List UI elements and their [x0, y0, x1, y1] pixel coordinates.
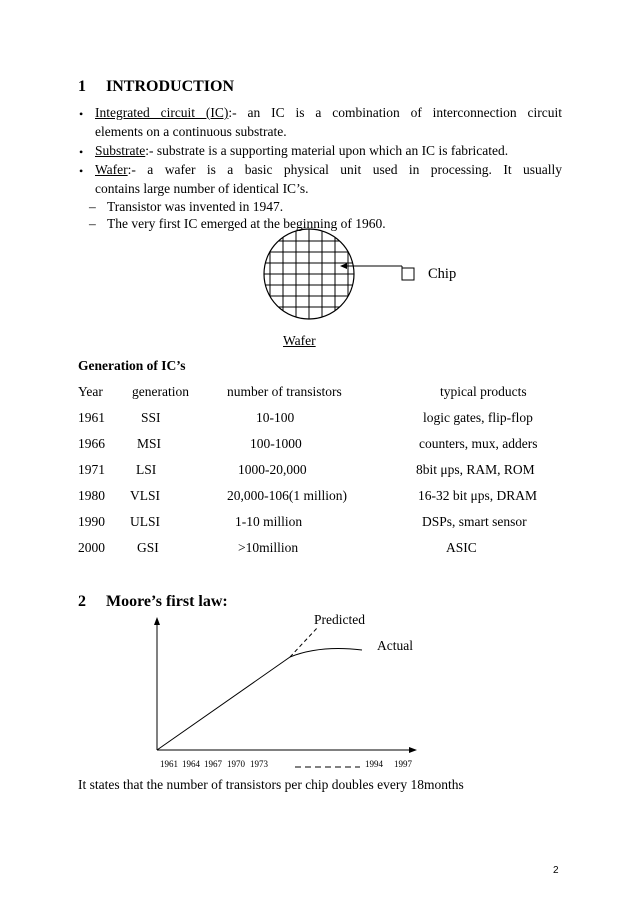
cell-transistors: 100-1000: [250, 436, 302, 451]
cell-products: ASIC: [446, 540, 477, 555]
chip-label: Chip: [428, 266, 457, 282]
cell-generation: LSI: [136, 462, 157, 477]
legend-predicted: Predicted: [314, 612, 365, 627]
col-header-products: typical products: [440, 384, 527, 399]
bullet-substrate-line1: :- substrate is a supporting material upon which an IC is fabricated.: [145, 143, 509, 158]
cell-year: 1971: [78, 462, 105, 477]
bullet-ic-line1: :- an IC is a combination of interconnection circuit: [228, 105, 562, 120]
series-line-growth: [157, 657, 290, 750]
col-header-transistors: number of transistors: [227, 384, 342, 399]
generations-title: Generation of IC’s: [78, 358, 186, 373]
cell-year: 1961: [78, 410, 105, 425]
bullet-wafer-line2: contains large number of identical IC’s.: [95, 181, 309, 196]
dash-item-transistor: Transistor was invented in 1947.: [107, 199, 284, 214]
cell-year: 1980: [78, 488, 105, 503]
dash-marker: –: [89, 216, 96, 231]
term-substrate: Substrate: [95, 143, 146, 158]
cell-transistors: 10-100: [256, 410, 295, 425]
cell-year: 1990: [78, 514, 105, 529]
cell-generation: SSI: [141, 410, 161, 425]
wafer-label: Wafer: [283, 333, 316, 348]
bullet-marker: •: [79, 107, 84, 121]
page-number: 2: [553, 865, 559, 876]
cell-transistors: >10million: [238, 540, 299, 555]
x-tick-label: 1967: [204, 759, 222, 769]
x-tick-label: 1964: [182, 759, 200, 769]
col-header-generation: generation: [132, 384, 189, 399]
section-2-title: Moore’s first law:: [106, 593, 228, 610]
x-tick-label: 1973: [250, 759, 268, 769]
cell-transistors: 20,000-106(1 million): [227, 488, 347, 503]
cell-products: counters, mux, adders: [419, 436, 538, 451]
bullet-marker: •: [79, 145, 84, 159]
col-header-year: Year: [78, 384, 103, 399]
bullet-ic-line2: elements on a continuous substrate.: [95, 124, 287, 139]
term-ic: Integrated circuit (IC): [95, 105, 229, 120]
cell-generation: ULSI: [130, 514, 160, 529]
legend-actual: Actual: [377, 638, 413, 653]
cell-year: 1966: [78, 436, 105, 451]
section-1-number: 1: [78, 78, 86, 95]
term-wafer: Wafer: [95, 162, 128, 177]
dash-marker: –: [89, 199, 96, 214]
cell-products: 16-32 bit μps, DRAM: [418, 488, 537, 503]
cell-products: logic gates, flip-flop: [423, 410, 533, 425]
cell-generation: GSI: [137, 540, 159, 555]
cell-transistors: 1000-20,000: [238, 462, 307, 477]
cell-generation: VLSI: [130, 488, 160, 503]
x-tick-label: 1994: [365, 759, 383, 769]
bullet-wafer-line1: :- a wafer is a basic physical unit used in processing. It usually: [127, 162, 562, 177]
section-1-title: INTRODUCTION: [106, 78, 235, 95]
section-2-number: 2: [78, 593, 86, 610]
cell-products: DSPs, smart sensor: [422, 514, 527, 529]
cell-products: 8bit μps, RAM, ROM: [416, 462, 535, 477]
x-tick-label: 1961: [160, 759, 178, 769]
cell-generation: MSI: [137, 436, 162, 451]
y-axis-arrowhead: [154, 617, 160, 625]
cell-year: 2000: [78, 540, 105, 555]
dash-item-first-ic: The very first IC emerged at the beginning of 1960.: [107, 216, 386, 231]
cell-transistors: 1-10 million: [235, 514, 303, 529]
x-tick-label: 1970: [227, 759, 245, 769]
moores-law-statement: It states that the number of transistors per chip doubles every 18months: [78, 777, 464, 792]
x-axis-arrowhead: [409, 747, 417, 753]
x-tick-label: 1997: [394, 759, 412, 769]
bullet-marker: •: [79, 164, 84, 178]
series-line-actual: [290, 649, 362, 657]
